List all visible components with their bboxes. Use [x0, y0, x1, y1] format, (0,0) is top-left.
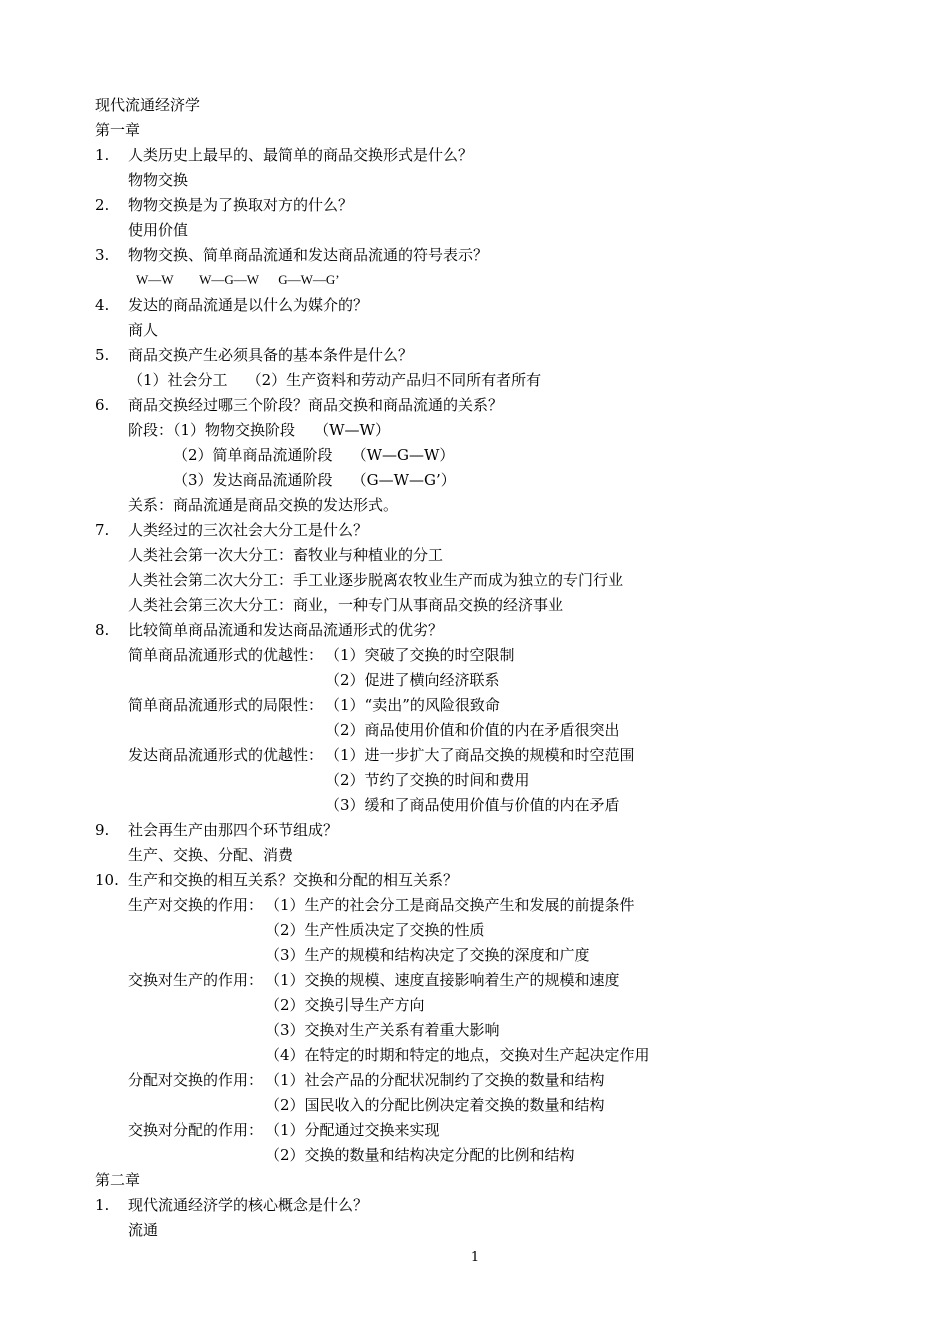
answer-text: （1）交换的规模、速度直接影响着生产的规模和速度 — [265, 971, 620, 989]
question-number: 1. — [95, 1196, 110, 1214]
question-number: 6. — [95, 396, 110, 414]
question-number: 4. — [95, 296, 110, 314]
answer-label: 交换对生产的作用： — [128, 971, 264, 989]
answer-text: 人类社会第二次大分工：手工业逐步脱离农牧业生产而成为独立的专门行业 — [128, 571, 624, 589]
answer-text: 人类社会第三次大分工：商业，一种专门从事商品交换的经济事业 — [128, 596, 564, 614]
question-text: 生产和交换的相互关系？交换和分配的相互关系？ — [128, 871, 459, 889]
chapter-heading: 第二章 — [95, 1171, 141, 1189]
answer-label: 发达商品流通形式的优越性： — [128, 746, 324, 764]
answer-text: （2）简单商品流通阶段 （W—G—W） — [173, 446, 455, 464]
answer-label: 分配对交换的作用： — [128, 1071, 264, 1089]
answer-text: （1）突破了交换的时空限制 — [325, 646, 515, 664]
answer-text: （2）促进了横向经济联系 — [325, 671, 500, 689]
answer-symbols: W—W W—G—W G—W—G’ — [136, 272, 340, 287]
question-text: 人类历史上最早的、最简单的商品交换形式是什么？ — [128, 146, 474, 164]
question-text: 比较简单商品流通和发达商品流通形式的优劣？ — [128, 621, 444, 639]
answer-text: 使用价值 — [128, 221, 189, 239]
answer-text: （1）社会分工 （2）生产资料和劳动产品归不同所有者所有 — [128, 371, 542, 389]
answer-text: （3）发达商品流通阶段 （G—W—G’） — [173, 471, 456, 489]
question-number: 10. — [95, 871, 119, 889]
answer-text: （1）进一步扩大了商品交换的规模和时空范围 — [325, 746, 635, 764]
answer-text: 阶段：（1）物物交换阶段 （W—W） — [128, 421, 390, 439]
answer-text: 生产、交换、分配、消费 — [128, 846, 294, 864]
answer-label: 生产对交换的作用： — [128, 896, 264, 914]
answer-text: （1）生产的社会分工是商品交换产生和发展的前提条件 — [265, 896, 635, 914]
document-title: 现代流通经济学 — [95, 96, 201, 114]
answer-text: 商人 — [128, 321, 159, 339]
question-text: 现代流通经济学的核心概念是什么？ — [128, 1196, 369, 1214]
answer-text: （3）交换对生产关系有着重大影响 — [265, 1021, 500, 1039]
page-number: 1 — [470, 1250, 480, 1265]
question-number: 8. — [95, 621, 110, 639]
question-number: 7. — [95, 521, 110, 539]
question-text: 人类经过的三次社会大分工是什么？ — [128, 521, 369, 539]
question-text: 商品交换产生必须具备的基本条件是什么？ — [128, 346, 414, 364]
question-number: 3. — [95, 246, 110, 264]
chapter-heading: 第一章 — [95, 121, 141, 139]
question-text: 物物交换、简单商品流通和发达商品流通的符号表示？ — [128, 246, 489, 264]
answer-text: 物物交换 — [128, 171, 189, 189]
answer-text: （3）缓和了商品使用价值与价值的内在矛盾 — [325, 796, 620, 814]
answer-text: （4）在特定的时期和特定的地点，交换对生产起决定作用 — [265, 1046, 650, 1064]
question-text: 商品交换经过哪三个阶段？商品交换和商品流通的关系？ — [128, 396, 504, 414]
question-text: 社会再生产由那四个环节组成？ — [128, 821, 339, 839]
question-number: 5. — [95, 346, 110, 364]
question-text: 发达的商品流通是以什么为媒介的？ — [128, 296, 369, 314]
answer-text: （2）生产性质决定了交换的性质 — [265, 921, 485, 939]
answer-label: 交换对分配的作用： — [128, 1121, 264, 1139]
question-number: 1. — [95, 146, 110, 164]
answer-text: （2）国民收入的分配比例决定着交换的数量和结构 — [265, 1096, 605, 1114]
answer-text: （1）分配通过交换来实现 — [265, 1121, 440, 1139]
answer-text: （2）交换引导生产方向 — [265, 996, 425, 1014]
answer-text: （3）生产的规模和结构决定了交换的深度和广度 — [265, 946, 590, 964]
answer-text: （2）交换的数量和结构决定分配的比例和结构 — [265, 1146, 575, 1164]
answer-text: 人类社会第一次大分工：畜牧业与种植业的分工 — [128, 546, 444, 564]
answer-text: 流通 — [128, 1221, 159, 1239]
answer-text: （1）社会产品的分配状况制约了交换的数量和结构 — [265, 1071, 605, 1089]
answer-label: 简单商品流通形式的局限性： — [128, 696, 324, 714]
answer-label: 简单商品流通形式的优越性： — [128, 646, 324, 664]
answer-text: 关系：商品流通是商品交换的发达形式。 — [128, 496, 399, 514]
question-number: 9. — [95, 821, 110, 839]
answer-text: （2）商品使用价值和价值的内在矛盾很突出 — [325, 721, 620, 739]
answer-text: （2）节约了交换的时间和费用 — [325, 771, 530, 789]
answer-text: （1）“卖出”的风险很致命 — [325, 696, 500, 714]
question-number: 2. — [95, 196, 110, 214]
question-text: 物物交换是为了换取对方的什么？ — [128, 196, 354, 214]
